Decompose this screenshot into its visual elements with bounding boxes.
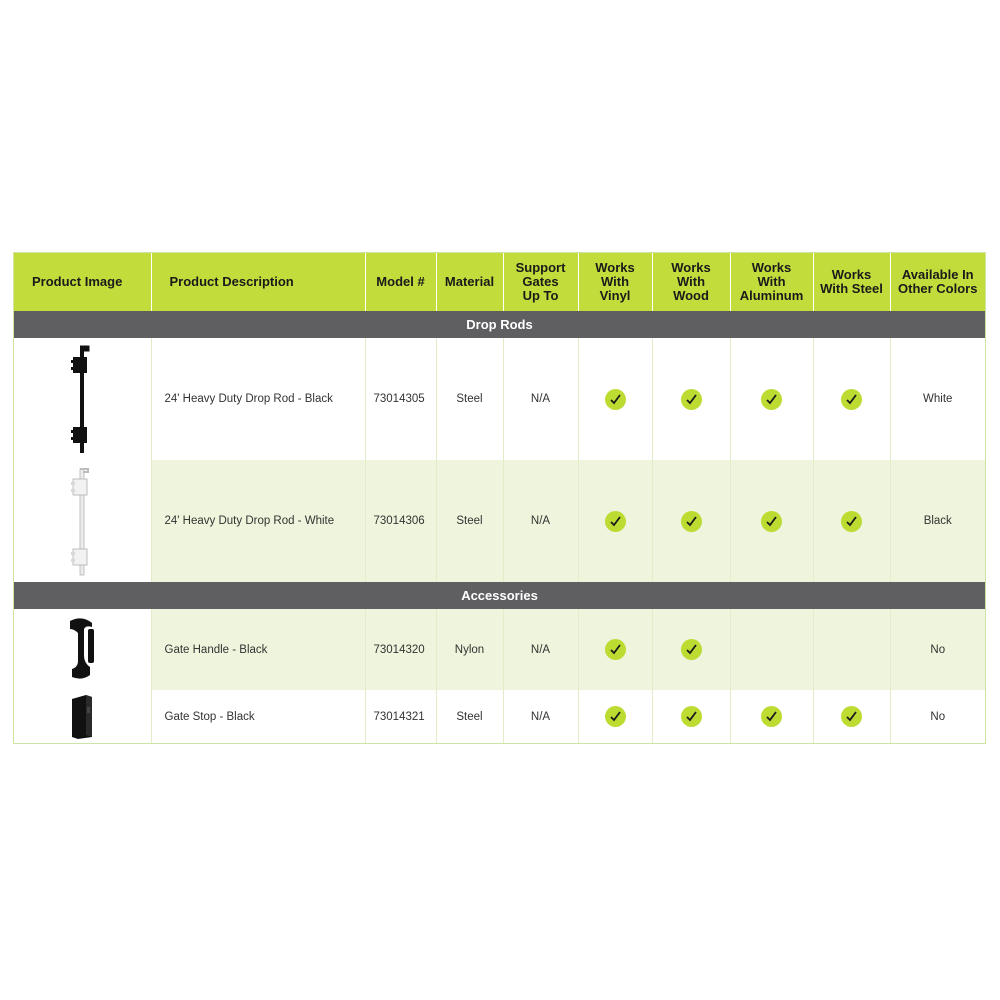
header-row [14,253,985,311]
row-vinyl [578,690,652,743]
drop-rod-black-image [14,338,151,460]
row-model: 73014305 [365,338,436,460]
row-colors: Black [890,460,985,582]
row-wood [652,338,730,460]
row-support: N/A [503,460,578,582]
check-icon [681,389,702,410]
row-wood [652,690,730,743]
table-row [14,690,985,743]
check-icon [605,389,626,410]
row-description: Gate Stop - Black [151,690,365,743]
row-description: 24' Heavy Duty Drop Rod - Black [151,338,365,460]
row-colors: No [890,609,985,690]
section-row-accessories [14,582,985,609]
row-wood [652,460,730,582]
header-material: Material [436,253,503,311]
row-aluminum [730,460,813,582]
row-steel [813,338,890,460]
header-product-image: Product Image [14,253,151,311]
row-vinyl [578,338,652,460]
header-works-aluminum: Works With Aluminum [730,253,813,311]
row-aluminum [730,609,813,690]
check-icon [841,706,862,727]
header-works-wood: Works With Wood [652,253,730,311]
row-wood [652,609,730,690]
row-vinyl [578,460,652,582]
gate-stop-image [14,690,151,743]
drop-rod-white-image [14,460,151,582]
row-steel [813,460,890,582]
header-product-description: Product Description [151,253,365,311]
check-icon [605,706,626,727]
section-title: Drop Rods [14,311,985,338]
row-vinyl [578,609,652,690]
check-icon [605,639,626,660]
gate-handle-image [14,609,151,690]
row-colors: No [890,690,985,743]
section-title: Accessories [14,582,985,609]
table-row [14,338,985,460]
check-icon [761,706,782,727]
table-row [14,460,985,582]
check-icon [841,389,862,410]
row-material: Steel [436,338,503,460]
check-icon [761,389,782,410]
row-model: 73014321 [365,690,436,743]
check-icon [681,511,702,532]
header-support-gates: Support Gates Up To [503,253,578,311]
row-aluminum [730,690,813,743]
row-support: N/A [503,690,578,743]
row-material: Steel [436,460,503,582]
product-table [14,253,985,743]
table-row [14,609,985,690]
row-steel [813,609,890,690]
header-works-vinyl: Works With Vinyl [578,253,652,311]
check-icon [681,639,702,660]
check-icon [761,511,782,532]
header-works-steel: Works With Steel [813,253,890,311]
header-model: Model # [365,253,436,311]
row-description: 24' Heavy Duty Drop Rod - White [151,460,365,582]
check-icon [681,706,702,727]
row-description: Gate Handle - Black [151,609,365,690]
row-material: Steel [436,690,503,743]
header-other-colors: Available In Other Colors [890,253,985,311]
check-icon [605,511,626,532]
row-model: 73014320 [365,609,436,690]
comparison-table [13,252,986,744]
row-model: 73014306 [365,460,436,582]
row-support: N/A [503,338,578,460]
row-colors: White [890,338,985,460]
row-steel [813,690,890,743]
section-row-drop-rods [14,311,985,338]
row-material: Nylon [436,609,503,690]
check-icon [841,511,862,532]
row-support: N/A [503,609,578,690]
row-aluminum [730,338,813,460]
